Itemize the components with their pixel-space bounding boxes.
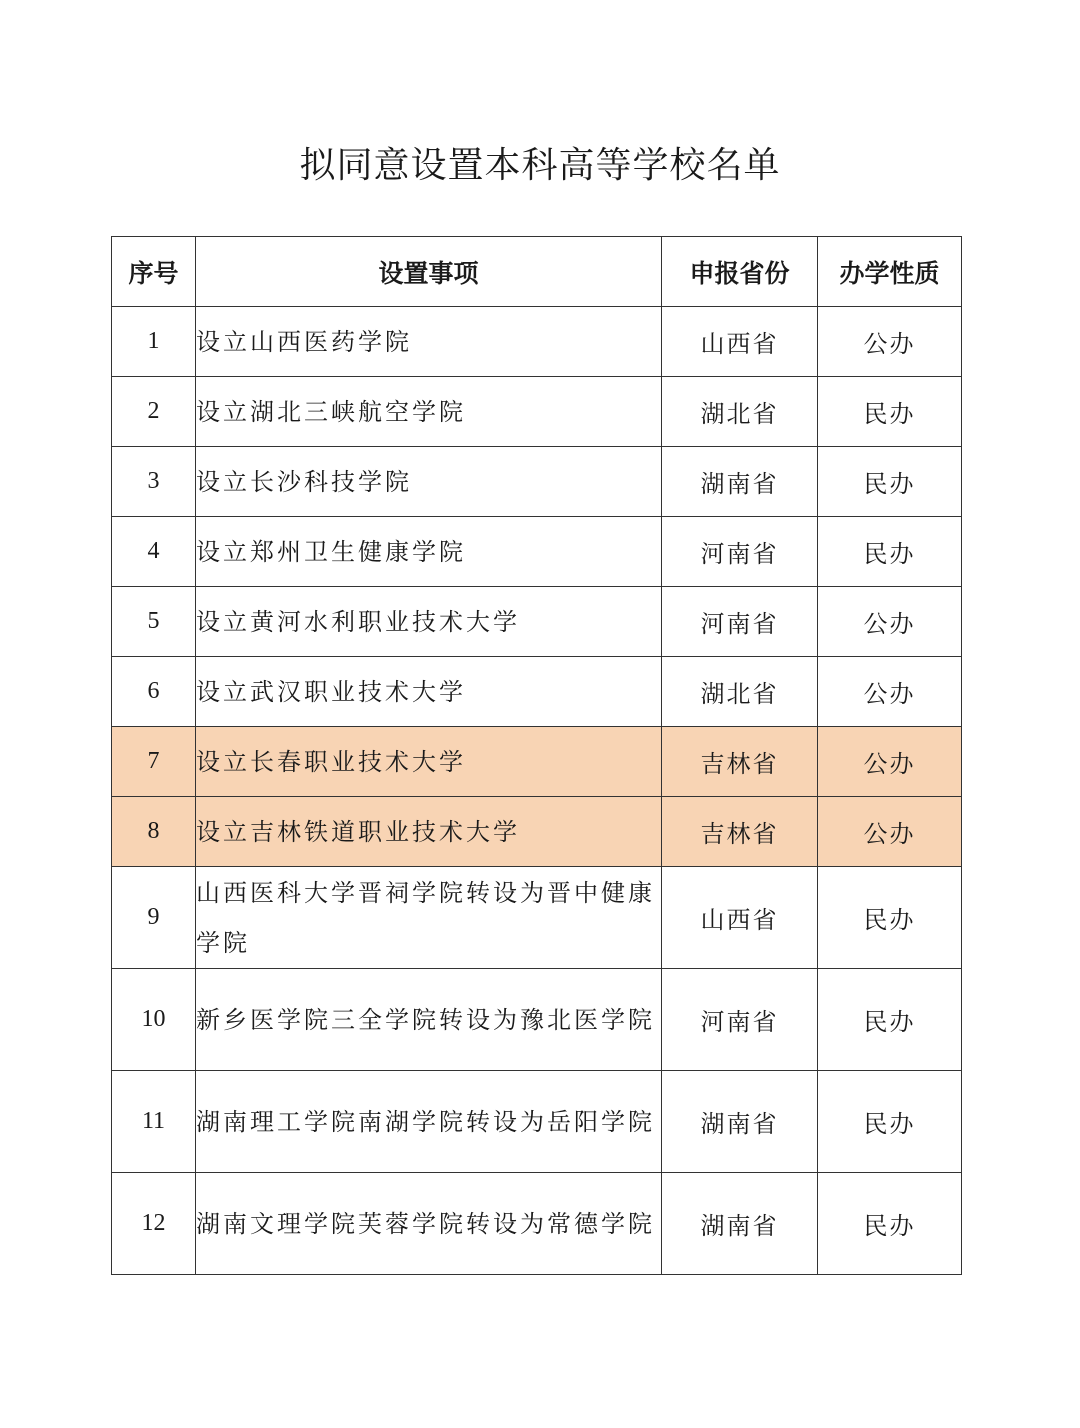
table-row	[112, 447, 962, 517]
cell-province: 湖南省	[662, 1173, 818, 1275]
cell-no: 8	[112, 797, 196, 867]
cell-no: 10	[112, 969, 196, 1071]
cell-province: 吉林省	[662, 727, 818, 797]
cell-nature: 民办	[818, 377, 962, 447]
cell-no: 1	[112, 307, 196, 377]
table-row	[112, 517, 962, 587]
table-row	[112, 657, 962, 727]
cell-item: 设立湖北三峡航空学院	[196, 377, 662, 447]
cell-province: 山西省	[662, 867, 818, 969]
cell-nature: 公办	[818, 307, 962, 377]
cell-province: 湖南省	[662, 1071, 818, 1173]
cell-province: 湖北省	[662, 657, 818, 727]
header-no: 序号	[112, 237, 196, 307]
table-row	[112, 969, 962, 1071]
cell-item: 设立武汉职业技术大学	[196, 657, 662, 727]
cell-no: 2	[112, 377, 196, 447]
cell-item: 设立郑州卫生健康学院	[196, 517, 662, 587]
cell-item: 设立吉林铁道职业技术大学	[196, 797, 662, 867]
cell-nature: 民办	[818, 867, 962, 969]
cell-nature: 民办	[818, 447, 962, 517]
cell-province: 山西省	[662, 307, 818, 377]
table-row-highlighted	[112, 727, 962, 797]
table-row	[112, 587, 962, 657]
cell-no: 6	[112, 657, 196, 727]
cell-no: 7	[112, 727, 196, 797]
cell-item: 新乡医学院三全学院转设为豫北医学院	[196, 969, 662, 1071]
cell-no: 11	[112, 1071, 196, 1173]
header-nature: 办学性质	[818, 237, 962, 307]
cell-province: 吉林省	[662, 797, 818, 867]
cell-item: 设立长春职业技术大学	[196, 727, 662, 797]
cell-nature: 民办	[818, 969, 962, 1071]
page-title: 拟同意设置本科高等学校名单	[299, 145, 781, 186]
cell-province: 河南省	[662, 517, 818, 587]
table-row-highlighted	[112, 797, 962, 867]
table-header-row	[112, 237, 962, 307]
header-item: 设置事项	[196, 237, 662, 307]
cell-province: 湖北省	[662, 377, 818, 447]
cell-item: 湖南理工学院南湖学院转设为岳阳学院	[196, 1071, 662, 1173]
cell-no: 12	[112, 1173, 196, 1275]
cell-nature: 民办	[818, 517, 962, 587]
cell-nature: 公办	[818, 587, 962, 657]
cell-nature: 民办	[818, 1071, 962, 1173]
cell-nature: 民办	[818, 1173, 962, 1275]
cell-item: 设立长沙科技学院	[196, 447, 662, 517]
table-row	[112, 867, 962, 969]
cell-item: 湖南文理学院芙蓉学院转设为常德学院	[196, 1173, 662, 1275]
cell-province: 河南省	[662, 587, 818, 657]
table-row	[112, 377, 962, 447]
table-row	[112, 1173, 962, 1275]
cell-no: 3	[112, 447, 196, 517]
cell-item: 设立黄河水利职业技术大学	[196, 587, 662, 657]
cell-nature: 公办	[818, 657, 962, 727]
cell-no: 4	[112, 517, 196, 587]
cell-no: 5	[112, 587, 196, 657]
table-row	[112, 307, 962, 377]
header-province: 申报省份	[662, 237, 818, 307]
cell-nature: 公办	[818, 727, 962, 797]
cell-nature: 公办	[818, 797, 962, 867]
cell-no: 9	[112, 867, 196, 969]
cell-province: 湖南省	[662, 447, 818, 517]
cell-province: 河南省	[662, 969, 818, 1071]
cell-item: 设立山西医药学院	[196, 307, 662, 377]
table-row	[112, 1071, 962, 1173]
school-list-table	[111, 236, 962, 1275]
cell-item: 山西医科大学晋祠学院转设为晋中健康学院	[196, 867, 662, 969]
